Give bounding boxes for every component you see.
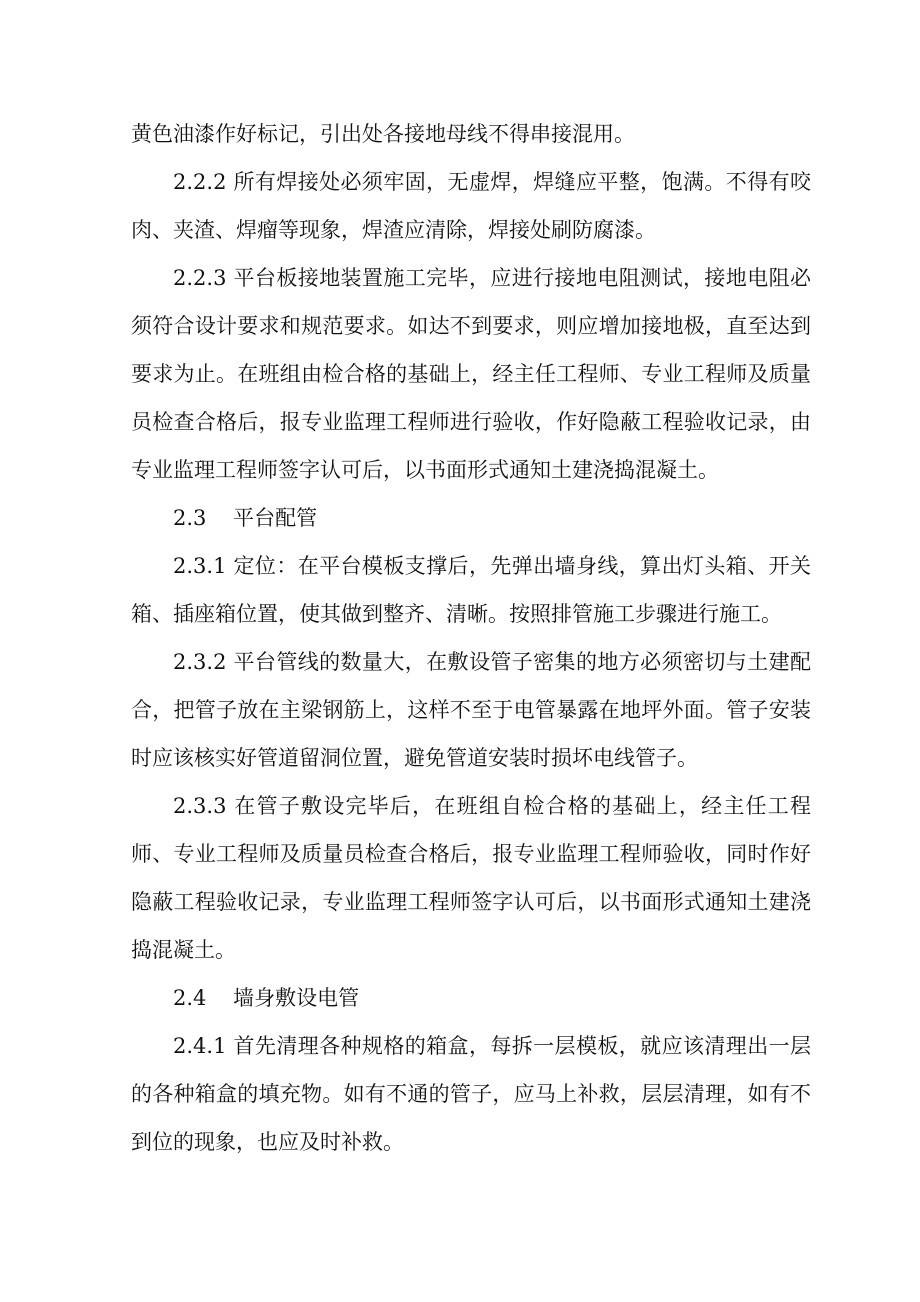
section-heading-2-3: 2.3 平台配管 — [173, 506, 318, 530]
paragraph-2-3-2: 2.3.2 平台管线的数量大，在敷设管子密集的地方必须密切与土建配合，把管子放在主梁钢筋上，这样不至于电管暴露在地坪外面。管子安装时应该核实好管道留洞位置，避免管道安装时损坏电线管子。 — [131, 650, 811, 770]
paragraph-2-3-3: 2.3.3 在管子敷设完毕后，在班组自检合格的基础上，经主任工程师、专业工程师及质量员检查合格后，报专业监理工程师验收，同时作好隐蔽工程验收记录，专业监理工程师签字认可后，以书面形式通知土建浇捣混凝土。 — [131, 794, 811, 962]
paragraph-continuation: 黄色油漆作好标记，引出处各接地母线不得串接混用。 — [131, 122, 635, 146]
section-heading-2-4: 2.4 墙身敷设电管 — [173, 986, 360, 1010]
document-body — [131, 110, 811, 1166]
paragraph-2-4-1: 2.4.1 首先清理各种规格的箱盒，每拆一层模板，就应该清理出一层的各种箱盒的填充物。如有不通的管子，应马上补救，层层清理，如有不到位的现象，也应及时补救。 — [131, 1034, 811, 1154]
paragraph-2-2-3: 2.2.3 平台板接地装置施工完毕，应进行接地电阻测试，接地电阻必须符合设计要求和规范要求。如达不到要求，则应增加接地极，直至达到要求为止。在班组由检合格的基础上，经主任工程师、专业工程师及质量员检查合格后，报专业监理工程师进行验收，作好隐蔽工程验收记录，由专业监理工程师签字认可后，以书面形式通知土建浇捣混凝土。 — [131, 266, 811, 482]
paragraph-2-3-1: 2.3.1 定位：在平台模板支撑后，先弹出墙身线，算出灯头箱、开关箱、插座箱位置，使其做到整齐、清晰。按照排管施工步骤进行施工。 — [131, 554, 811, 626]
paragraph-2-2-2: 2.2.2 所有焊接处必须牢固，无虚焊，焊缝应平整，饱满。不得有咬肉、夹渣、焊瘤等现象，焊渣应清除，焊接处刷防腐漆。 — [131, 170, 811, 242]
